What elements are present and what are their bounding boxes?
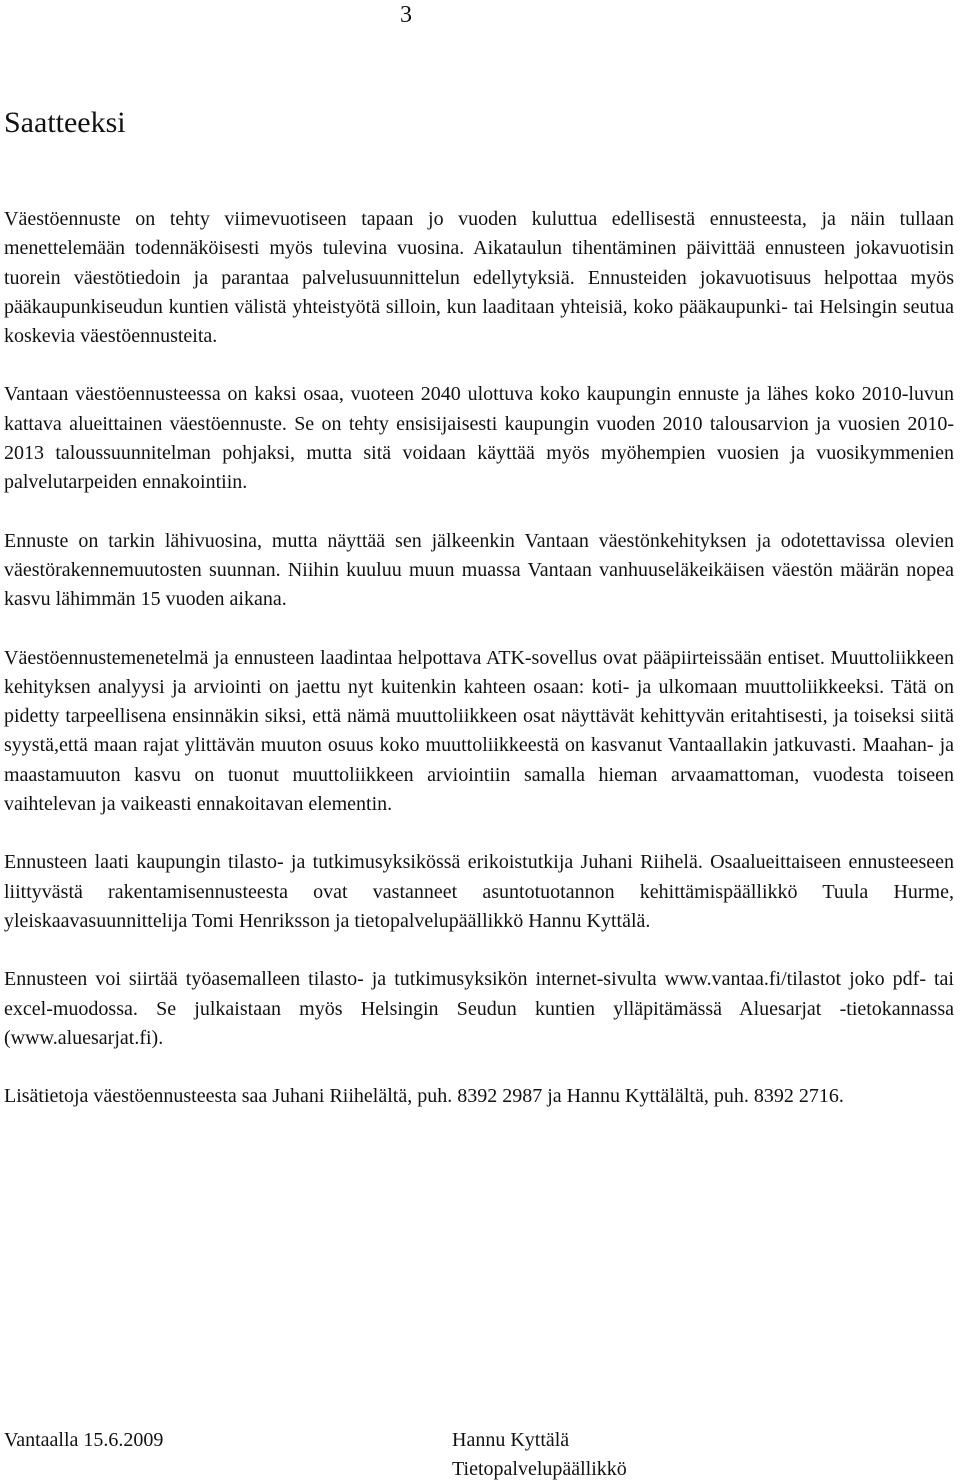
body-text xyxy=(4,205,954,1111)
paragraph-contacts: Lisätietoja väestöennusteesta saa Juhani Riihelältä, puh. 8392 2987 ja Hannu Kyttälältä, puh. 8392 2716. xyxy=(4,1085,844,1108)
page-number: 3 xyxy=(400,2,412,28)
paragraph-availability: Ennusteen voi siirtää työasemalleen tilasto- ja tutkimusyksikön internet-sivulta www.vantaa.fi/tilastot joko pdf- tai excel-muodossa. Se julkaistaan myös Helsingin Seudun kuntien ylläpitämässä Aluesarjat -tietokannassa (www.aluesarjat.fi). xyxy=(4,968,954,1049)
signature-role: Tietopalvelupäällikkö xyxy=(452,1458,627,1480)
signature-name: Hannu Kyttälä xyxy=(452,1429,570,1451)
signature-author xyxy=(452,1426,627,1484)
paragraph-intro: Väestöennuste on tehty viimevuotiseen tapaan jo vuoden kuluttua edellisestä ennusteesta, ja näin tullaan menettelemään todennäköisesti myös tulevina vuosina. Aikataulun tihentäminen päivittää ennusteen jokavuotisin tuorein väestötiedoin ja parantaa palvelusuunnittelun edellytyksiä. Ennusteiden jokavuotisuus helpottaa myös pääkaupunkiseudun kuntien välistä yhteistyötä silloin, kun laaditaan yhteisiä, koko pääkaupunki- tai Helsingin seutua koskevia väestöennusteita. xyxy=(4,208,954,348)
page-title: Saatteeksi xyxy=(4,106,126,139)
signature-place-date: Vantaalla 15.6.2009 xyxy=(4,1429,164,1451)
paragraph-authors: Ennusteen laati kaupungin tilasto- ja tutkimusyksikössä erikoistutkija Juhani Riihelä. Osaalueittaiseen ennusteeseen liittyvästä rakentamisennusteesta ovat vastanneet asuntotuotannon kehittämispäällikkö Tuula Hurme, yleiskaavasuunnittelija Tomi Henriksson ja tietopalvelupäällikkö Hannu Kyttälä. xyxy=(4,851,954,932)
paragraph-accuracy: Ennuste on tarkin lähivuosina, mutta näyttää sen jälkeenkin Vantaan väestönkehityksen ja odotettavissa olevien väestörakennemuutosten suunnan. Niihin kuuluu muun muassa Vantaan vanhuuseläkeikäisen väestön määrän nopea kasvu lähimmän 15 vuoden aikana. xyxy=(4,529,954,611)
paragraph-method: Väestöennustemenetelmä ja ennusteen laadintaa helpottava ATK-sovellus ovat pääpiirteissään entiset. Muuttoliikkeen kehityksen analyysi ja arviointi on jaettu nyt kuitenkin kahteen osaan: koti- ja ulkomaan muuttoliikkeeksi. Tätä on pidetty tarpeellisena ensinnäkin siksi, että nämä muuttoliikkeen osat näyttävät kehittyvän eritahtisesti, ja toiseksi siitä syystä,että maan rajat ylittävän muuton osuus koko muuttoliikkeestä on kasvanut Vantaallakin jatkuvasti. Maahan- ja maastamuuton kasvu on tuonut muuttoliikkeen arviointiin samalla hieman arvaamattoman, vuodesta toiseen vaihtelevan ja vaikeasti ennakoitavan elementin. xyxy=(4,646,954,816)
paragraph-forecast-parts: Vantaan väestöennusteessa on kaksi osaa, vuoteen 2040 ulottuva koko kaupungin ennuste ja lähes koko 2010-luvun kattava alueittainen väestöennuste. Se on tehty ensisijaisesti kaupungin vuoden 2010 talousarvion ja vuosien 2010-2013 taloussuunnitelman pohjaksi, mutta sitä voidaan käyttää myös myöhempien vuosien ja vuosikymmenien palvelutarpeiden ennakointiin. xyxy=(4,383,954,494)
